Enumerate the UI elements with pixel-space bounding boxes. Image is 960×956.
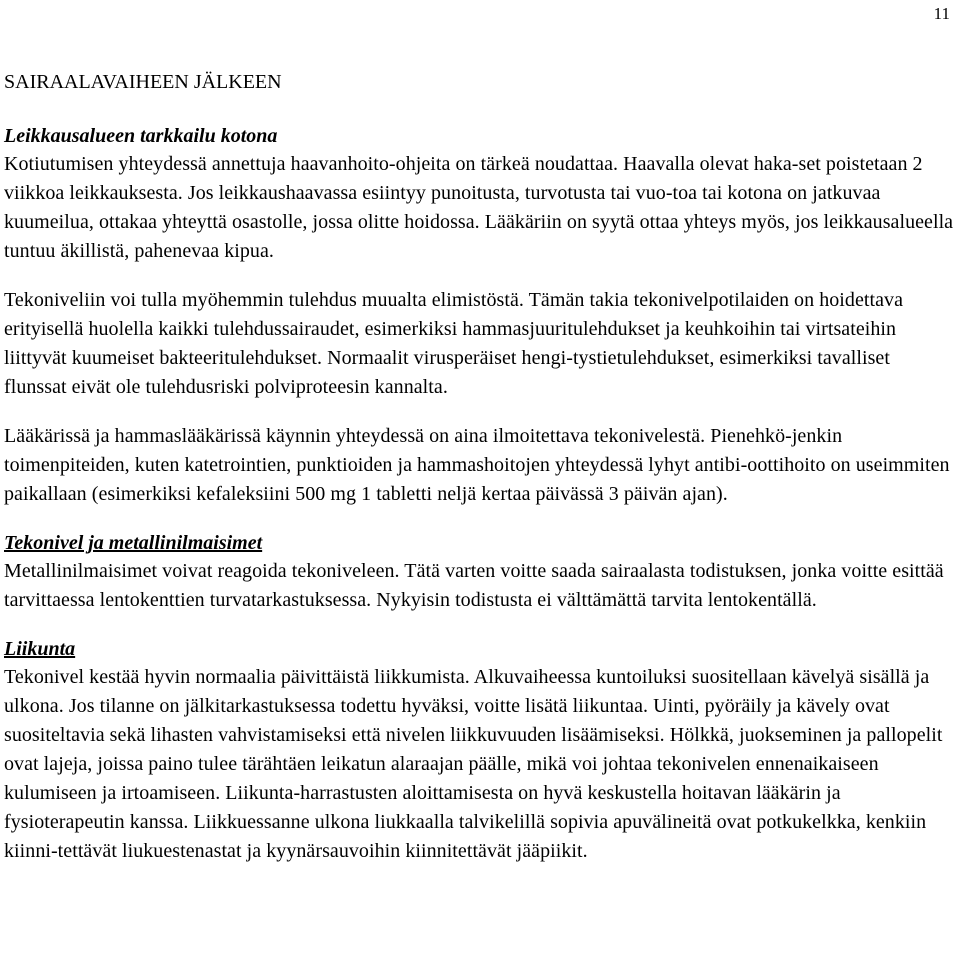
section-heading-metal-detectors: Tekonivel ja metallinilmaisimet [4,532,263,554]
section-exercise [4,635,954,866]
paragraph: Lääkärissä ja hammaslääkärissä käynnin yhteydessä on aina ilmoitettava tekonivelestä. Pienehkö-jenkin toimenpiteiden, kuten katetrointien, punktioiden ja hammashoitojen yhteydessä lyhyt antibi-oottihoito on useimmiten paikallaan (esimerkiksi kefaleksiini 500 mg 1 tabletti neljä kertaa päivässä 3 päivän ajan). [4,425,950,505]
page-number: 11 [933,4,950,23]
document-body [4,68,954,886]
main-heading: SAIRAALAVAIHEEN JÄLKEEN [4,71,282,93]
paragraph: Tekonivel kestää hyvin normaalia päivittäistä liikkumista. Alkuvaiheessa kuntoiluksi suositellaan kävelyä sisällä ja ulkona. Jos tilanne on jälkitarkastuksessa todettu hyväksi, voitte lisätä liikuntaa. Uinti, pyöräily ja kävely ovat suositeltavia sekä lihasten vahvistamiseksi että nivelen liikkuvuuden lisäämiseksi. Hölkkä, juokseminen ja pallopelit ovat lajeja, joissa paino tulee tärähtäen leikatun alaraajan päälle, mikä voi johtaa tekonivelen ennenaikaiseen kulumiseen ja irtoamiseen. Liikunta-harrastusten aloittamisesta on hyvä keskustella hoitavan lääkärin ja fysioterapeutin kanssa. Liikkuessanne ulkona liukkaalla talvikelillä sopivia apuvälineitä ovat potkukelkka, kenkiin kiinni-tettävät liukuestenastat ja kyynärsauvoihin kiinnitettävät jääpiikit. [4,666,943,862]
paragraph: Tekoniveliin voi tulla myöhemmin tulehdus muualta elimistöstä. Tämän takia tekonivelpotilaiden on hoidettava erityisellä huolella kaikki tulehdussairaudet, esimerkiksi hammasjuuritulehdukset ja keuhkoihin tai virtsateihin liittyvät kuumeiset bakteeritulehdukset. Normaalit virusperäiset hengi-tystietulehdukset, esimerkiksi tavalliset flunssat eivät ole tulehdusriski polviproteesin kannalta. [4,289,904,398]
paragraph: Metallinilmaisimet voivat reagoida tekoniveleen. Tätä varten voitte saada sairaalasta todistuksen, jonka voitte esittää tarvittaessa lentokenttien turvatarkastuksessa. Nykyisin todistusta ei välttämättä tarvita lentokentällä. [4,560,944,611]
section-heading-wound-care: Leikkausalueen tarkkailu kotona [4,125,278,147]
section-metal-detectors [4,529,954,615]
section-wound-care [4,122,954,509]
paragraph: Kotiutumisen yhteydessä annettuja haavanhoito-ohjeita on tärkeä noudattaa. Haavalla olevat haka-set poistetaan 2 viikkoa leikkauksesta. Jos leikkaushaavassa esiintyy punoitusta, turvotusta tai vuo-toa tai kotona on jatkuvaa kuumeilua, ottakaa yhteyttä osastolle, jossa olitte hoidossa. Lääkäriin on syytä ottaa yhteys myös, jos leikkausalueella tuntuu äkillistä, pahenevaa kipua. [4,153,954,262]
section-heading-exercise: Liikunta [4,638,76,660]
